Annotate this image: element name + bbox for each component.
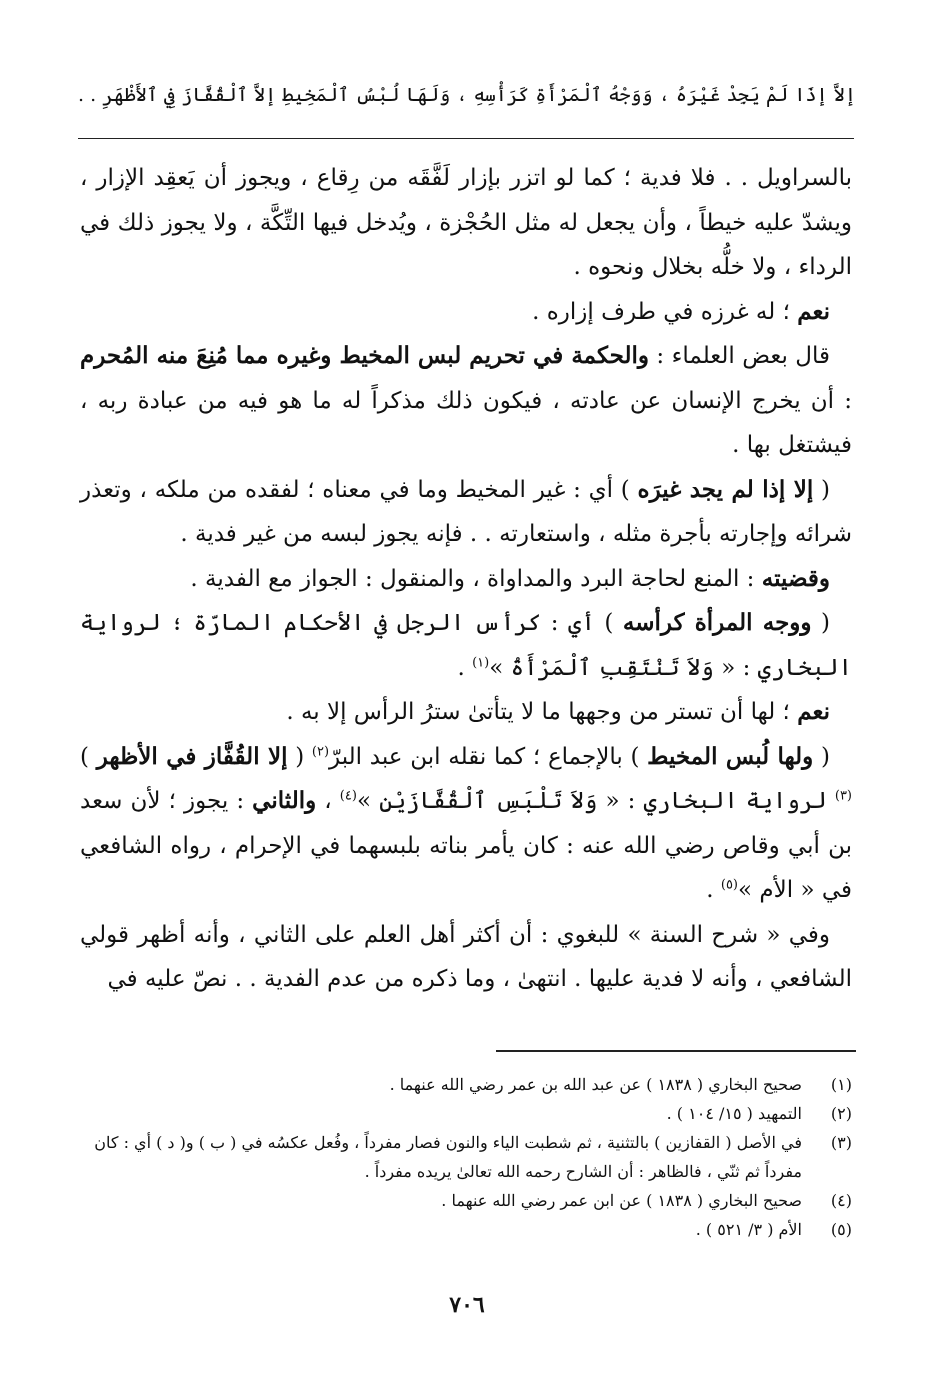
footnote-ref-4[interactable]: (٤) [339, 788, 357, 804]
paragraph-6: ( ووجه المرأة كرأسه ) أي : كرأس الرجل في الأحكام المارّة ؛ لرواية البخاري : « وَلاَ تَنْتَقِبِ ٱلْمَرْأَةُ »$^{(١)}$ . [80, 609, 852, 681]
footnote-text: الأم ( ٣/ ٥٢١ ) . [695, 1220, 802, 1239]
paragraph-8: ( ولها لُبس المخيط ) بالإجماع ؛ كما نقله ابن عبد البرّ$^{(٢)}$ ( إلا القُفَّاز في الأظهر )$^{(٣)}$ لرواية البخاري : « وَلاَ تَلْبَسِ ٱلْقُفَّازَيْنِ »$^{(٤)}$ ، والثاني : يجوز ؛ لأن سعد بن أبي وقاص رضي الله عنه : كان يأمر بناته بلبسهما في الإحرام ، رواه الشافعي في « الأم »$^{(٥)}$ . [80, 742, 852, 903]
footnote-text: في الأصل ( القفازين ) بالتثنية ، ثم شطبت الياء والنون فصار مفرداً ، وفُعل عكسُه في ( ب ) و( د ) أي : كان مفرداً ثم ثنّي ، فالظاهر : أن الشارح رحمه الله تعالىٰ يريده مفرداً . [94, 1133, 802, 1181]
paragraph-4: ( إلا إذا لم يجد غيرَه ) أي : غير المخيط وما في معناه ؛ لفقده من ملكه ، وتعذر شرائه وإجارته بأجرة مثله ، واستعارته . . فإنه يجوز لبسه من غير فدية . [80, 475, 852, 547]
footnote-text: التمهيد ( ١٥/ ١٠٤ ) . [666, 1104, 802, 1123]
footnote-ref-5[interactable]: (٥) [720, 877, 738, 893]
footnote [80, 1186, 852, 1215]
matn-divider [78, 138, 854, 139]
footnote-text: صحيح البخاري ( ١٨٣٨ ) عن عبد الله بن عمر رضي الله عنهما . [389, 1075, 802, 1094]
footnotes [80, 1070, 852, 1244]
footnote-ref-2[interactable]: (٢) [311, 743, 330, 759]
footnote-number: (٤) [830, 1191, 852, 1210]
footnote-number: (٣) [830, 1133, 852, 1152]
page-number: ٧٠٦ [449, 1292, 485, 1318]
footnote-number: (١) [830, 1075, 852, 1094]
footnote-ref-3[interactable]: (٣) [834, 788, 852, 804]
paragraph-5: وقضيته : المنع لحاجة البرد والمداواة ، والمنقول : الجواز مع الفدية . [190, 564, 830, 592]
footnote [80, 1099, 852, 1128]
footnote-divider [496, 1050, 856, 1052]
footnote [80, 1070, 852, 1099]
paragraph-7: نعم ؛ لها أن تستر من وجهها ما لا يتأتىٰ سترُ الرأس إلا به . [286, 698, 830, 725]
footnote-text: صحيح البخاري ( ١٨٣٨ ) عن ابن عمر رضي الله عنهما . [441, 1191, 802, 1210]
paragraph-1: بالسراويل . . فلا فدية ؛ كما لو اتزر بإزار لَفَّقَه من رِقاع ، ويجوز أن يَعقِد الإزار ، ويشدّ عليه خيطاً ، وأن يجعل له مثل الحُجْزة ، ويُدخل فيها التِّكَّة ، ولا يجوز ذلك في الرداء ، ولا خلُّه بخلال ونحوه . [80, 165, 852, 280]
footnote [80, 1128, 852, 1186]
paragraph-9: وفي « شرح السنة » للبغوي : أن أكثر أهل العلم على الثاني ، وأنه أظهر قولي الشافعي ، وأنه لا فدية عليها . انتهىٰ ، وما ذكره من عدم الفدية . . نصّ عليه في [80, 921, 852, 992]
paragraph-3: قال بعض العلماء : والحكمة في تحريم لبس المخيط وغيره مما مُنِعَ منه المُحرم : أن يخرج الإنسان عن عادته ، فيكون ذلك مذكراً له ما هو فيه من عبادة ربه ، فيشتغل بها . [80, 342, 852, 458]
paragraph-2: نعم ؛ له غرزه في طرف إزاره . [532, 297, 830, 325]
matn-text: إلاَّ إذَا لَمْ يَجِدْ غَيْرَهُ ، وَوَجْهُ ٱلْمَرْأَةِ كَرَأْسِهِ ، وَلَهَا لُبْسُ ٱلْمَخِيطِ إلاَّ ٱلْقُفَّازَ فِي ٱلأَظْهَرِ . . [78, 84, 856, 106]
footnote-number: (٢) [830, 1104, 852, 1123]
footnote-ref-1[interactable]: (١) [472, 654, 490, 670]
footnote [80, 1215, 852, 1244]
commentary-body [80, 156, 852, 1002]
footnote-number: (٥) [830, 1220, 852, 1239]
